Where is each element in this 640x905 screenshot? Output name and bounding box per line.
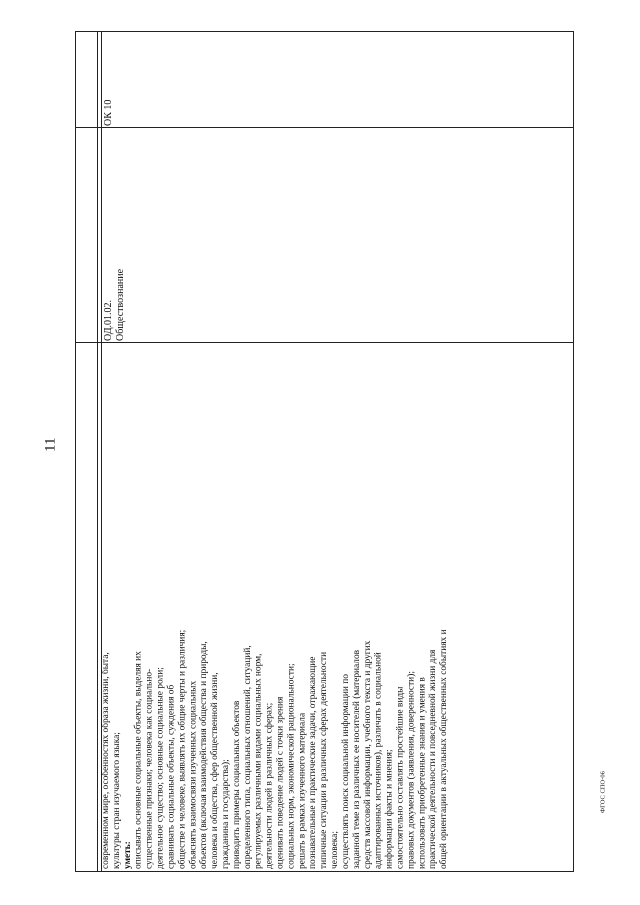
- content-line: информации факты и мнения;: [384, 749, 395, 869]
- discipline-name: Обществознание: [115, 268, 126, 341]
- column-divider-a: [97, 31, 98, 872]
- content-line: оценивать поведение людей с точки зрения: [275, 696, 286, 869]
- content-line: обществе и человеке, выявлять их общие черты и различия;: [177, 629, 188, 869]
- content-line: использовать приобретенные знания и умения в: [417, 677, 428, 869]
- content-line: человека и общества, сфер общественной жизни,: [210, 672, 221, 869]
- content-line: познавательные и практические задачи, отражающие: [308, 656, 319, 869]
- content-line: решать в рамках изученного материала: [297, 712, 308, 869]
- table-top-border: [75, 31, 574, 32]
- content-line: деятельное существо; основные социальные роли;: [155, 667, 166, 869]
- content-line: современном мире, особенностях образа жизни, быта,: [101, 652, 111, 869]
- content-line: уметь:: [122, 841, 133, 869]
- content-line: сравнивать социальные объекты, суждения об: [166, 684, 177, 869]
- content-line: адаптированных источников), различать в социальной: [373, 652, 384, 869]
- content-line: описывать основные социальные объекты, выделяя их: [133, 651, 144, 869]
- content-line: объектов (включая взаимодействия общества и природы,: [199, 641, 210, 869]
- content-line: деятельности людей в различных сферах;: [264, 702, 275, 869]
- content-line: типичные ситуации в различных сферах деятельности: [319, 651, 330, 869]
- content-line: общей ориентации в актуальных общественных событиях и: [439, 629, 450, 869]
- content-line: регулируемых различными видами социальных норм,: [253, 653, 264, 869]
- content-line: социальных норм, экономической рациональности;: [286, 663, 297, 869]
- content-line: гражданина и государства);: [220, 759, 231, 869]
- content-line: человека;: [330, 831, 341, 869]
- table-bottom-border: [75, 871, 574, 872]
- page-number: 11: [42, 437, 59, 453]
- discipline-cell: [103, 128, 133, 341]
- content-line: приводить примеры социальных объектов: [231, 700, 242, 869]
- table-right-border: [573, 31, 574, 872]
- content-line: заданной теме из различных ее носителей (материалов: [351, 649, 362, 869]
- table-left-border: [75, 31, 76, 872]
- content-line: существенные признаки; человека как социально-: [144, 668, 155, 869]
- content-line: осуществлять поиск социальной информации по: [340, 674, 351, 869]
- content-line: правовых документов (заявления, доверенности);: [406, 671, 417, 869]
- competence-code: ОК 10: [103, 99, 114, 126]
- content-line: культуры стран изучаемого языка;: [111, 732, 122, 869]
- content-line: средств массовой информации, учебного текста и других: [362, 640, 373, 869]
- content-line: практической деятельности и повседневной жизни для: [428, 649, 439, 869]
- content-line: самостоятельно составлять простейшие виды: [395, 686, 406, 869]
- discipline-code: ОД.01.02.: [103, 299, 114, 341]
- content-line: определенного типа, социальных отношений, ситуаций,: [242, 645, 253, 869]
- competence-cell: [103, 32, 119, 126]
- footer-document-code: ФГОС СПО-06: [599, 771, 607, 813]
- row-divider-discipline: [75, 127, 574, 128]
- skills-description-cell: [101, 343, 573, 871]
- content-line: объяснять взаимосвязи изученных социальных: [188, 680, 199, 869]
